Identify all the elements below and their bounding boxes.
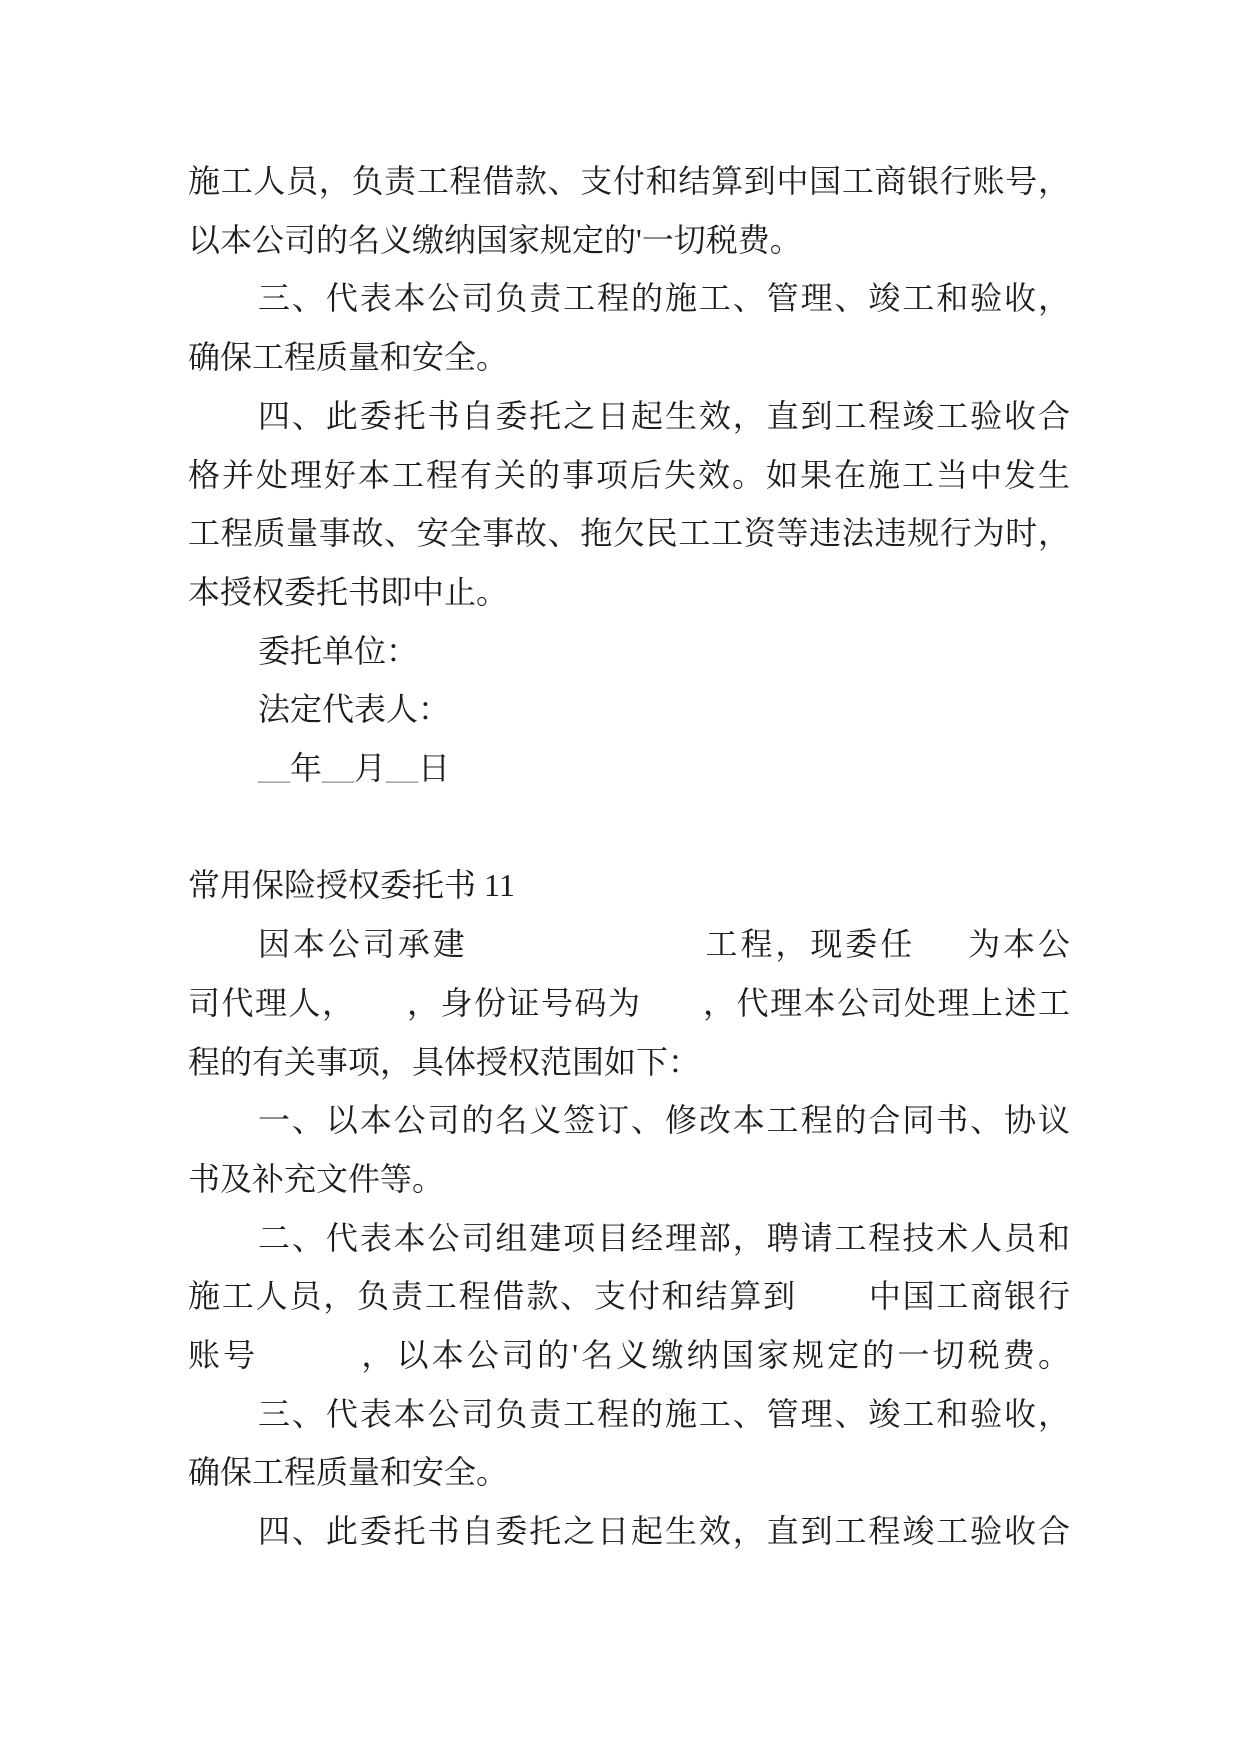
- signature-line: 法定代表人：: [258, 691, 451, 728]
- blank-fill-space: [642, 1012, 702, 1014]
- document-body: [188, 152, 1070, 1561]
- paragraph-line: [188, 1326, 1070, 1385]
- text-segment: ，身份证号码为: [405, 984, 642, 1021]
- text-segment: 工程，现委任: [702, 926, 916, 963]
- text-segment: 为本公: [965, 926, 1070, 963]
- blank-line: [188, 798, 1070, 857]
- text-segment: 施工人员，负责工程借款、支付和结算到: [188, 1278, 797, 1315]
- paragraph-line: 工程质量事故、安全事故、拖欠民工工资等违法违规行为时，: [188, 515, 1070, 552]
- paragraph-line: 确保工程质量和安全。: [188, 339, 509, 376]
- paragraph-line: 本授权委托书即中止。: [188, 573, 509, 610]
- date-line: [188, 739, 1070, 798]
- paragraph-line: 确保工程质量和安全。: [188, 1454, 509, 1491]
- blank-fill-space: [915, 953, 965, 955]
- paragraph-line: 书及补充文件等。: [188, 1160, 445, 1197]
- text-segment: 中国工商银行: [866, 1278, 1070, 1315]
- paragraph-line: 格并处理好本工程有关的事项后失效。如果在施工当中发生: [188, 456, 1070, 493]
- paragraph-line: 以本公司的名义缴纳国家规定的'一切税费。: [188, 221, 802, 258]
- blank-fill-space: [258, 1364, 358, 1366]
- underscore-blank: __: [322, 750, 355, 787]
- list-item-line: 三、代表本公司负责工程的施工、管理、竣工和验收，: [258, 280, 1070, 317]
- text-segment: 司代理人，: [188, 984, 356, 1021]
- text-segment: ，代理本公司处理上述工: [701, 984, 1070, 1021]
- blank-fill-space: [468, 953, 703, 955]
- paragraph-line: 程的有关事项，具体授权范围如下：: [188, 1043, 701, 1080]
- paragraph-line: [188, 1267, 1070, 1326]
- paragraph-line: [188, 974, 1070, 1033]
- text-segment: ，以本公司的'名义缴纳国家规定的一切税费。: [358, 1337, 1070, 1374]
- list-item-line: 三、代表本公司负责工程的施工、管理、竣工和验收，: [258, 1395, 1070, 1432]
- blank-fill-space: [797, 1305, 867, 1307]
- text-segment: 月: [354, 750, 387, 787]
- blank-fill-space: [356, 1012, 406, 1014]
- list-item-line: 四、此委托书自委托之日起生效，直到工程竣工验收合: [258, 397, 1070, 434]
- text-segment: 日: [418, 750, 451, 787]
- underscore-blank: __: [258, 750, 290, 787]
- underscore-blank: __: [386, 750, 419, 787]
- list-item-line: 一、以本公司的名义签订、修改本工程的合同书、协议: [258, 1102, 1070, 1139]
- text-segment: 账号: [188, 1337, 259, 1374]
- text-segment: 年: [290, 750, 323, 787]
- section-heading: 常用保险授权委托书 11: [188, 867, 515, 904]
- paragraph-line: [188, 915, 1070, 974]
- paragraph-line: 施工人员，负责工程借款、支付和结算到中国工商银行账号，: [188, 163, 1070, 199]
- text-segment: 因本公司承建: [258, 926, 468, 963]
- list-item-line: 四、此委托书自委托之日起生效，直到工程竣工验收合: [258, 1513, 1070, 1550]
- list-item-line: 二、代表本公司组建项目经理部，聘请工程技术人员和: [258, 1219, 1070, 1256]
- signature-line: 委托单位：: [258, 632, 419, 669]
